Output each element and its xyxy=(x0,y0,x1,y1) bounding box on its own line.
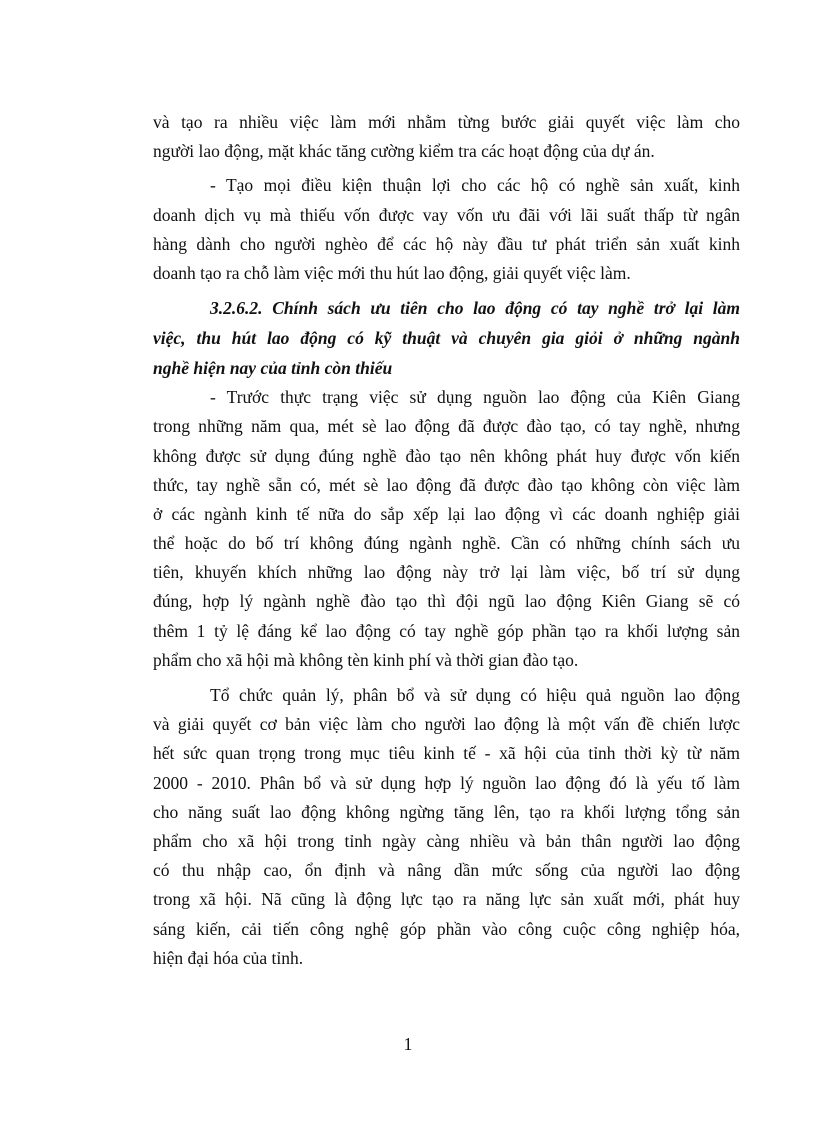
text-line: phẩm cho xã hội trong tỉnh ngày càng nhiều và bản thân người lao động xyxy=(153,830,740,851)
section-heading xyxy=(153,293,740,383)
text-line: hết sức quan trọng trong mục tiêu kinh tế - xã hội của tỉnh thời kỳ từ năm xyxy=(153,743,740,764)
heading-line: việc, thu hút lao động có kỹ thuật và chuyên gia giỏi ở những ngành xyxy=(153,328,740,349)
text-line: thể hoặc do bố trí không đúng ngành nghề. Cần có những chính sách ưu xyxy=(153,533,740,554)
text-line: người lao động, mặt khác tăng cường kiểm tra các hoạt động của dự án. xyxy=(153,141,655,162)
text-line: sáng kiến, cải tiến công nghệ góp phần vào công cuộc công nghiệp hóa, xyxy=(153,918,740,939)
paragraph-credit-support xyxy=(153,171,740,288)
text-line: có thu nhập cao, ổn định và nâng dần mức sống của người lao động xyxy=(153,860,740,881)
text-line: cho năng suất lao động không ngừng tăng lên, tạo ra khối lượng tổng sản xyxy=(153,801,740,822)
paragraph-skilled-labor xyxy=(153,383,740,675)
text-line: và giải quyết cơ bản việc làm cho người lao động là một vấn đề chiến lược xyxy=(153,714,740,735)
text-line: phẩm cho xã hội mà không tèn kinh phí và thời gian đào tạo. xyxy=(153,649,579,670)
text-line: đúng, hợp lý ngành nghề đào tạo thì đội ngũ lao động Kiên Giang sẽ có xyxy=(153,591,740,612)
page-number: 1 xyxy=(403,1034,413,1054)
text-line: - Tạo mọi điều kiện thuận lợi cho các hộ có nghề sản xuất, kinh xyxy=(210,175,740,196)
text-line: doanh dịch vụ mà thiếu vốn được vay vốn ưu đãi với lãi suất thấp từ ngân xyxy=(153,204,740,225)
text-line: không được sử dụng đúng nghề đào tạo nên không phát huy được vốn kiến xyxy=(153,445,740,466)
text-line: thêm 1 tỷ lệ đáng kể lao động có tay nghề góp phần tạo ra khối lượng sản xyxy=(153,620,740,641)
heading-line: 3.2.6.2. Chính sách ưu tiên cho lao động có tay nghề trở lại làm xyxy=(210,298,740,319)
text-line: hàng dành cho người nghèo để các hộ này đầu tư phát triển sản xuất kinh xyxy=(153,233,740,254)
text-line: thức, tay nghề sẵn có, mét sè lao động đã được đào tạo không còn việc làm xyxy=(153,474,740,495)
text-line: ở các ngành kinh tế nữa do sắp xếp lại lao động vì các doanh nghiệp giải xyxy=(153,503,740,524)
text-line: Tổ chức quản lý, phân bổ và sử dụng có hiệu quả nguồn lao động xyxy=(210,685,740,705)
text-line: doanh tạo ra chỗ làm việc mới thu hút lao động, giải quyết việc làm. xyxy=(153,262,631,283)
text-line: hiện đại hóa của tỉnh. xyxy=(153,947,304,968)
paragraph-labor-management xyxy=(153,681,740,973)
document-page xyxy=(153,108,740,973)
paragraph-continuation xyxy=(153,108,740,166)
text-line: - Trước thực trạng việc sử dụng nguồn lao động của Kiên Giang xyxy=(210,387,740,408)
text-line: trong xã hội. Nã cũng là động lực tạo ra năng lực sản xuất mới, phát huy xyxy=(153,889,740,910)
text-line: tiên, khuyến khích những lao động này trở lại làm việc, bố trí sử dụng xyxy=(153,562,740,583)
text-line: trong những năm qua, mét sè lao động đã được đào tạo, có tay nghề, nhưng xyxy=(153,416,740,437)
text-line: 2000 - 2010. Phân bổ và sử dụng hợp lý nguồn lao động đó là yếu tố làm xyxy=(153,772,740,793)
text-line: và tạo ra nhiều việc làm mới nhằm từng bước giải quyết việc làm cho xyxy=(153,112,740,132)
heading-line: nghề hiện nay của tỉnh còn thiếu xyxy=(153,358,393,379)
